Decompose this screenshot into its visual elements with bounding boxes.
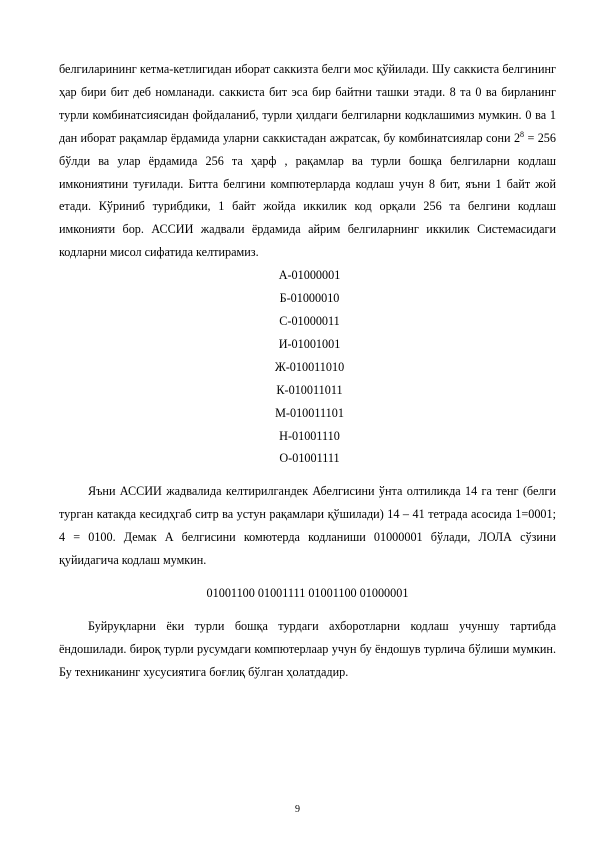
- code-list-item: К-010011011: [276, 382, 343, 397]
- paragraph-text-before-power: белгиларининг кетма-кетлигидан иборат саккизта белги мос қўйилади. Шу саккиста белгининг ҳар бири бит деб номланади. саккиста бит эса бир байтни ташки этади. 8 та 0 ва бирланинг турли комбинатсиясидан фойдаланиб, турли ҳилдаги белгиларни кодклашимиз мумкин. 0 ва 1 дан иборат рақамлар ёрдамида уларни саккистадан ажратсак, бу комбинатсиялар сони 2: [59, 62, 556, 145]
- code-list-item: Н-01001110: [279, 428, 340, 443]
- code-list-item: И-01001001: [278, 336, 341, 351]
- code-list-item: О-01001111: [279, 451, 340, 466]
- code-list-item: Б-01000010: [279, 291, 340, 306]
- code-list-item: С-01000011: [279, 313, 340, 328]
- binary-example: 01001100 01001111 01001100 01000001: [206, 585, 409, 600]
- paragraph-text-after-power: = 256 бўлди ва улар ёрдамида 256 та ҳарф , рақамлар ва турли бошқа белгиларни кодлаш имкониятини туғилади. Битта белгини компютерларда кодлаш учун 8 бит, яъни 1 байт жой етади. Кўриниб турибдики, 1 байт жойда иккилик код орқали 256 та белгини кодлаш имконияти бор. АССИИ жадвали ёрдамида айрим белгиларнинг иккилик Системасидаги кодларни мисол сифатида келтирамиз.: [59, 130, 556, 260]
- paragraph-ascii-intro: [59, 58, 556, 264]
- code-list-item: А-01000001: [278, 268, 341, 283]
- ascii-code-list: [59, 264, 556, 470]
- paragraph-ascii-explanation: Яъни АССИИ жадвалида келтирилгандек Абелгисини ўнта олтиликда 14 га тенг (белги турган катакда кесидҳгаб ситр ва устун рақамлари қўшилади) 14 – 41 тетрада асосида 1=0001; 4 = 0100. Демак А белгисини комютерда кодланиши 01000001 бўлади, ЛОЛА сўзини қуйидагича кодлаш мумкин.: [59, 484, 556, 568]
- code-list-item: Ж-010011010: [274, 359, 345, 374]
- paragraph-encoding-note: Буйруқларни ёки турли бошқа турдаги ахборотларни кодлаш учуншу тартибда ёндошилади. бироқ турли русумдаги компютерлаар учун бу ёндошув турлича бўлиши мумкин. Бу техниканинг хусусиятига боғлиқ бўлган ҳолатдадир.: [59, 618, 556, 679]
- document-page: [59, 58, 556, 684]
- power-exponent: 8: [520, 129, 525, 139]
- code-list-item: М-010011101: [275, 405, 344, 420]
- page-number: 9: [295, 804, 300, 815]
